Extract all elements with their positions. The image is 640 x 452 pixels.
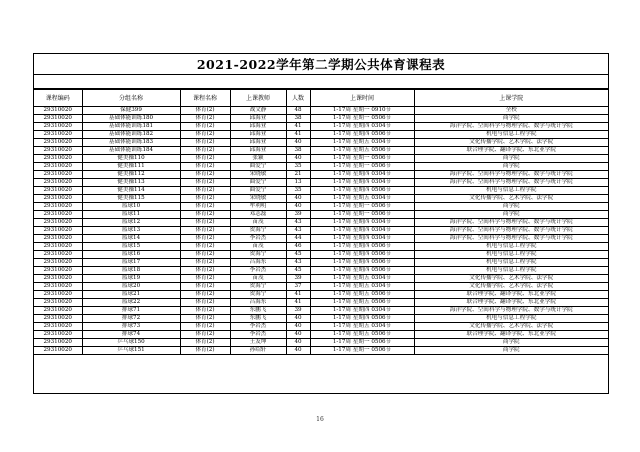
table-cell: 保健399 <box>82 107 180 115</box>
column-header: 上课时间 <box>310 90 414 107</box>
table-cell: 29310020 <box>34 179 82 187</box>
table-cell: 45 <box>286 251 310 259</box>
table-cell: 机电与信息工程学院 <box>414 267 608 275</box>
table-cell: 体育(2) <box>180 315 230 323</box>
table-cell: 体育(2) <box>180 235 230 243</box>
table-cell: 1-17周 星期四 0304节 <box>310 123 414 131</box>
table-cell: 1-17周 星期一 0506节 <box>310 163 414 171</box>
table-cell: 曲爱宁 <box>230 179 286 187</box>
table-row <box>34 115 608 123</box>
table-cell: 机电与信息工程学院 <box>414 251 608 259</box>
table-cell: 海洋学院、空间科学与物理学院、数学与统计学院 <box>414 171 608 179</box>
table-cell: 机电与信息工程学院 <box>414 315 608 323</box>
table-row <box>34 243 608 251</box>
table-cell: 体育(2) <box>180 195 230 203</box>
table-cell: 37 <box>286 283 310 291</box>
table-cell: 43 <box>286 227 310 235</box>
table-cell: 46 <box>286 243 310 251</box>
table-cell: 1-17周 星期五 0304节 <box>310 323 414 331</box>
table-cell: 29310020 <box>34 195 82 203</box>
table-cell: 篮球10 <box>82 203 180 211</box>
table-cell: 29310020 <box>34 267 82 275</box>
table-cell: 29310020 <box>34 219 82 227</box>
table-cell: 海洋学院、空间科学与物理学院、数学与统计学院 <box>414 235 608 243</box>
table-cell: 43 <box>286 219 310 227</box>
table-row <box>34 291 608 299</box>
table-cell: 体育(2) <box>180 171 230 179</box>
table-cell: 战文静 <box>230 107 286 115</box>
table-cell: 29310020 <box>34 187 82 195</box>
table-cell: 孙绍轩 <box>230 347 286 355</box>
table-cell: 篮球22 <box>82 299 180 307</box>
table-cell: 苗茂 <box>230 243 286 251</box>
table-cell: 商学院 <box>414 163 608 171</box>
table-cell: 李岩杰 <box>230 235 286 243</box>
table-cell: 贺海宁 <box>230 291 286 299</box>
table-cell: 41 <box>286 123 310 131</box>
table-cell: 文化传播学院、艺术学院、法学院 <box>414 139 608 147</box>
table-cell: 41 <box>286 131 310 139</box>
table-cell: 1-17周 星期一 0910节 <box>310 107 414 115</box>
table-cell: 牟利明 <box>230 203 286 211</box>
table-cell: 篮球18 <box>82 267 180 275</box>
table-row <box>34 339 608 347</box>
table-cell: 联合理学院、翻译学院、东北亚学院 <box>414 147 608 155</box>
table-cell: 排球72 <box>82 315 180 323</box>
table-row <box>34 259 608 267</box>
table-cell: 张颖 <box>230 155 286 163</box>
table-cell: 29310020 <box>34 163 82 171</box>
table-row <box>34 155 608 163</box>
table-row <box>34 219 608 227</box>
table-cell: 基础体能训练184 <box>82 147 180 155</box>
table-cell: 苗茂 <box>230 219 286 227</box>
table-cell: 体育(2) <box>180 307 230 315</box>
table-cell: 29310020 <box>34 291 82 299</box>
table-cell: 1-17周 星期一 0506节 <box>310 155 414 163</box>
table-cell: 体育(2) <box>180 331 230 339</box>
table-cell: 文化传播学院、艺术学院、法学院 <box>414 283 608 291</box>
table-cell: 1-17周 星期五 0304节 <box>310 195 414 203</box>
table-cell: 贺海宁 <box>230 283 286 291</box>
table-cell: 体育(2) <box>180 203 230 211</box>
table-cell: 文化传播学院、艺术学院、法学院 <box>414 195 608 203</box>
table-row <box>34 251 608 259</box>
table-cell: 体育(2) <box>180 291 230 299</box>
table-cell: 邱海业 <box>230 131 286 139</box>
table-cell: 1-17周 星期四 0506节 <box>310 315 414 323</box>
table-cell: 体育(2) <box>180 259 230 267</box>
table-row <box>34 107 608 115</box>
table-cell: 全校 <box>414 107 608 115</box>
table-cell: 43 <box>286 259 310 267</box>
table-cell: 体育(2) <box>180 243 230 251</box>
table-cell: 29310020 <box>34 275 82 283</box>
table-cell: 40 <box>286 195 310 203</box>
table-cell: 29310020 <box>34 203 82 211</box>
table-cell: 文化传播学院、艺术学院、法学院 <box>414 275 608 283</box>
table-cell: 商学院 <box>414 211 608 219</box>
table-row <box>34 283 608 291</box>
table-cell: 41 <box>286 291 310 299</box>
table-cell: 1-17周 星期五 0506节 <box>310 299 414 307</box>
table-cell: 健美操111 <box>82 163 180 171</box>
table-cell: 1-17周 星期五 0304节 <box>310 283 414 291</box>
table-cell: 基础体能训练183 <box>82 139 180 147</box>
table-cell: 40 <box>286 347 310 355</box>
table-row <box>34 347 608 355</box>
table-cell: 排球73 <box>82 323 180 331</box>
column-header: 分组名称 <box>82 90 180 107</box>
table-cell: 29310020 <box>34 251 82 259</box>
table-cell: 体育(2) <box>180 155 230 163</box>
table-cell: 曲爱宁 <box>230 163 286 171</box>
table-cell: 体育(2) <box>180 267 230 275</box>
table-cell: 1-17周 星期五 0304节 <box>310 139 414 147</box>
table-cell: 体育(2) <box>180 139 230 147</box>
schedule-table <box>34 89 608 355</box>
table-cell: 1-17周 星期四 0506节 <box>310 259 414 267</box>
table-cell: 29310020 <box>34 123 82 131</box>
table-cell: 李岩杰 <box>230 323 286 331</box>
table-cell: 29310020 <box>34 235 82 243</box>
table-cell: 40 <box>286 139 310 147</box>
table-cell: 健美操114 <box>82 187 180 195</box>
table-cell: 机电与信息工程学院 <box>414 243 608 251</box>
table-row <box>34 203 608 211</box>
table-cell: 35 <box>286 163 310 171</box>
title-spacer <box>34 75 608 89</box>
table-cell: 商学院 <box>414 203 608 211</box>
table-row <box>34 147 608 155</box>
table-cell: 体育(2) <box>180 219 230 227</box>
table-cell: 体育(2) <box>180 275 230 283</box>
table-row <box>34 163 608 171</box>
table-cell: 体育(2) <box>180 187 230 195</box>
table-cell: 篮球15 <box>82 243 180 251</box>
table-cell: 1-17周 星期一 0506节 <box>310 347 414 355</box>
table-row <box>34 123 608 131</box>
table-row <box>34 171 608 179</box>
table-cell: 1-17周 星期四 0506节 <box>310 243 414 251</box>
table-cell: 海洋学院、空间科学与物理学院、数学与统计学院 <box>414 227 608 235</box>
table-cell: 吕海东 <box>230 299 286 307</box>
table-cell: 29310020 <box>34 147 82 155</box>
table-cell: 海洋学院、空间科学与物理学院、数学与统计学院 <box>414 123 608 131</box>
table-cell: 李岩杰 <box>230 267 286 275</box>
table-cell: 29310020 <box>34 315 82 323</box>
table-cell: 篮球14 <box>82 235 180 243</box>
table-cell: 40 <box>286 315 310 323</box>
table-row <box>34 227 608 235</box>
table-cell: 体育(2) <box>180 283 230 291</box>
table-header-row <box>34 90 608 107</box>
table-cell: 39 <box>286 307 310 315</box>
table-cell: 40 <box>286 323 310 331</box>
table-cell: 邱海业 <box>230 147 286 155</box>
table-cell: 45 <box>286 267 310 275</box>
table-cell: 1-17周 星期四 0506节 <box>310 187 414 195</box>
table-cell: 机电与信息工程学院 <box>414 259 608 267</box>
table-cell: 29310020 <box>34 139 82 147</box>
table-cell: 商学院 <box>414 115 608 123</box>
table-body <box>34 107 608 355</box>
table-cell: 篮球13 <box>82 227 180 235</box>
table-cell: 40 <box>286 203 310 211</box>
table-cell: 体育(2) <box>180 123 230 131</box>
table-cell: 体育(2) <box>180 147 230 155</box>
table-row <box>34 179 608 187</box>
table-cell: 联合理学院、翻译学院、东北亚学院 <box>414 291 608 299</box>
table-cell: 邱海业 <box>230 139 286 147</box>
table-cell: 商学院 <box>414 339 608 347</box>
table-cell: 1-17周 星期四 0506节 <box>310 251 414 259</box>
table-row <box>34 315 608 323</box>
table-cell: 29310020 <box>34 227 82 235</box>
table-cell: 1-17周 星期四 0304节 <box>310 227 414 235</box>
table-cell: 篮球21 <box>82 291 180 299</box>
table-cell: 1-17周 星期一 0506节 <box>310 339 414 347</box>
table-cell: 13 <box>286 179 310 187</box>
table-cell: 体育(2) <box>180 339 230 347</box>
table-cell: 29310020 <box>34 155 82 163</box>
table-cell: 商学院 <box>414 155 608 163</box>
table-cell: 29310020 <box>34 323 82 331</box>
table-cell: 基础体能训练180 <box>82 115 180 123</box>
table-cell: 篮球16 <box>82 251 180 259</box>
table-cell: 邓志磊 <box>230 211 286 219</box>
table-cell: 40 <box>286 155 310 163</box>
table-cell: 41 <box>286 299 310 307</box>
table-cell: 篮球20 <box>82 283 180 291</box>
table-row <box>34 331 608 339</box>
table-cell: 体育(2) <box>180 227 230 235</box>
table-cell: 体育(2) <box>180 107 230 115</box>
table-cell: 1-17周 星期四 0304节 <box>310 307 414 315</box>
table-cell: 体育(2) <box>180 211 230 219</box>
table-cell: 贺海宁 <box>230 251 286 259</box>
table-cell: 1-17周 星期五 0506节 <box>310 147 414 155</box>
table-cell: 篮球19 <box>82 275 180 283</box>
table-cell: 29310020 <box>34 115 82 123</box>
table-cell: 1-17周 星期四 0304节 <box>310 235 414 243</box>
table-cell: 1-17周 星期一 0506节 <box>310 203 414 211</box>
table-cell: 商学院 <box>414 347 608 355</box>
table-cell: 1-17周 星期五 0506节 <box>310 291 414 299</box>
table-cell: 基础体能训练182 <box>82 131 180 139</box>
column-header: 课程名称 <box>180 90 230 107</box>
table-cell: 李岩杰 <box>230 331 286 339</box>
table-cell: 苗茂 <box>230 275 286 283</box>
table-cell: 篮球17 <box>82 259 180 267</box>
table-cell: 29310020 <box>34 171 82 179</box>
page-number: 16 <box>316 416 324 423</box>
column-header: 上课学院 <box>414 90 608 107</box>
table-cell: 29310020 <box>34 307 82 315</box>
table-cell: 邱海业 <box>230 123 286 131</box>
table-cell: 宋晓敏 <box>230 171 286 179</box>
table-row <box>34 211 608 219</box>
table-cell: 海洋学院、空间科学与物理学院、数学与统计学院 <box>414 307 608 315</box>
table-cell: 曲爱宁 <box>230 187 286 195</box>
table-cell: 29310020 <box>34 283 82 291</box>
table-cell: 21 <box>286 171 310 179</box>
schedule-sheet <box>33 53 609 394</box>
table-cell: 38 <box>286 147 310 155</box>
table-cell: 健美操110 <box>82 155 180 163</box>
table-cell: 篮球11 <box>82 211 180 219</box>
column-header: 上课教师 <box>230 90 286 107</box>
table-cell: 乒乓球150 <box>82 339 180 347</box>
table-cell: 排球74 <box>82 331 180 339</box>
table-cell: 35 <box>286 187 310 195</box>
column-header: 人数 <box>286 90 310 107</box>
table-cell: 体育(2) <box>180 163 230 171</box>
table-row <box>34 235 608 243</box>
table-cell: 邱海业 <box>230 115 286 123</box>
table-cell: 机电与信息工程学院 <box>414 131 608 139</box>
table-cell: 体育(2) <box>180 131 230 139</box>
table-cell: 48 <box>286 107 310 115</box>
column-header: 课程编码 <box>34 90 82 107</box>
table-row <box>34 267 608 275</box>
table-cell: 29310020 <box>34 211 82 219</box>
table-cell: 38 <box>286 115 310 123</box>
table-cell: 29310020 <box>34 299 82 307</box>
table-cell: 东鹏飞 <box>230 315 286 323</box>
table-cell: 海洋学院、空间科学与物理学院、数学与统计学院 <box>414 219 608 227</box>
table-row <box>34 299 608 307</box>
table-cell: 体育(2) <box>180 251 230 259</box>
table-cell: 机电与信息工程学院 <box>414 187 608 195</box>
table-cell: 1-17周 星期四 0304节 <box>310 179 414 187</box>
table-row <box>34 275 608 283</box>
table-cell: 1-17周 星期五 0506节 <box>310 331 414 339</box>
table-cell: 基础体能训练181 <box>82 123 180 131</box>
table-cell: 东鹏飞 <box>230 307 286 315</box>
table-cell: 海洋学院、空间科学与物理学院、数学与统计学院 <box>414 179 608 187</box>
table-cell: 1-17周 星期四 0304节 <box>310 171 414 179</box>
table-cell: 29310020 <box>34 259 82 267</box>
table-row <box>34 195 608 203</box>
table-row <box>34 187 608 195</box>
table-cell: 体育(2) <box>180 299 230 307</box>
page-title: 2021-2022学年第二学期公共体育课程表 <box>34 54 608 75</box>
table-cell: 联合理学院、翻译学院、东北亚学院 <box>414 299 608 307</box>
table-cell: 宋晓敏 <box>230 195 286 203</box>
table-cell: 29310020 <box>34 331 82 339</box>
table-row <box>34 131 608 139</box>
table-cell: 贺海宁 <box>230 227 286 235</box>
table-cell: 健美操112 <box>82 171 180 179</box>
table-cell: 40 <box>286 339 310 347</box>
table-cell: 联合理学院、翻译学院、东北亚学院 <box>414 331 608 339</box>
table-cell: 1-17周 星期四 0506节 <box>310 267 414 275</box>
table-cell: 吕海东 <box>230 259 286 267</box>
table-cell: 29310020 <box>34 347 82 355</box>
table-cell: 29310020 <box>34 131 82 139</box>
table-row <box>34 139 608 147</box>
table-cell: 39 <box>286 211 310 219</box>
table-cell: 1-17周 星期一 0506节 <box>310 211 414 219</box>
table-row <box>34 307 608 315</box>
table-cell: 体育(2) <box>180 115 230 123</box>
table-cell: 文化传播学院、艺术学院、法学院 <box>414 323 608 331</box>
table-cell: 39 <box>286 275 310 283</box>
table-cell: 44 <box>286 235 310 243</box>
table-cell: 排球71 <box>82 307 180 315</box>
table-cell: 健美操113 <box>82 179 180 187</box>
table-cell: 体育(2) <box>180 347 230 355</box>
table-cell: 40 <box>286 331 310 339</box>
table-cell: 体育(2) <box>180 323 230 331</box>
table-row <box>34 323 608 331</box>
table-cell: 1-17周 星期五 0304节 <box>310 275 414 283</box>
table-cell: 29310020 <box>34 107 82 115</box>
table-cell: 1-17周 星期一 0506节 <box>310 115 414 123</box>
table-cell: 健美操115 <box>82 195 180 203</box>
table-cell: 29310020 <box>34 243 82 251</box>
table-cell: 乒乓球151 <box>82 347 180 355</box>
table-cell: 29310020 <box>34 339 82 347</box>
table-cell: 体育(2) <box>180 179 230 187</box>
table-cell: 王友坤 <box>230 339 286 347</box>
table-cell: 1-17周 星期四 0506节 <box>310 131 414 139</box>
table-cell: 篮球12 <box>82 219 180 227</box>
table-cell: 1-17周 星期四 0304节 <box>310 219 414 227</box>
